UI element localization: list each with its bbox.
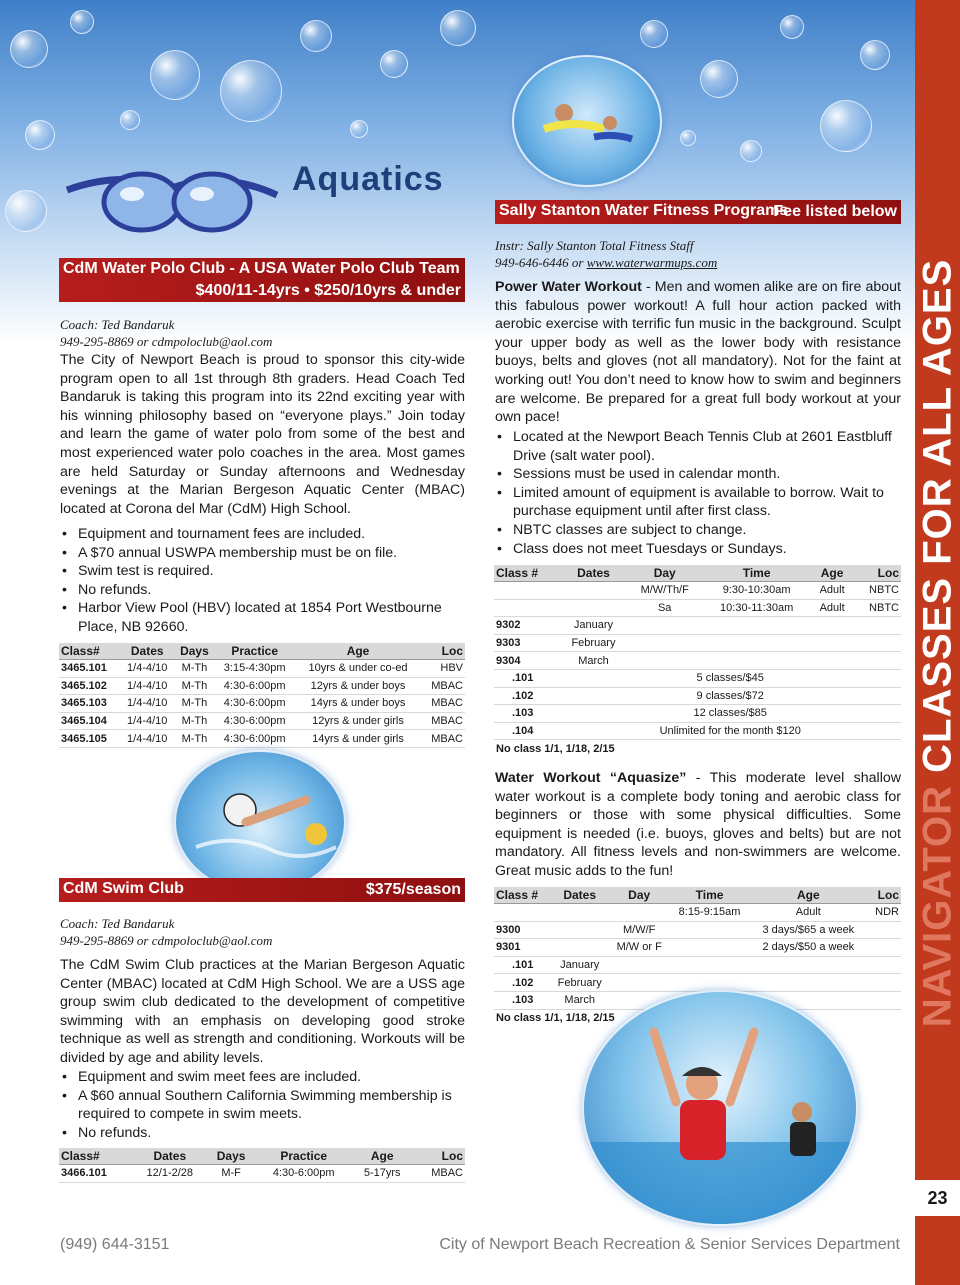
table-cell: .102 [494,687,559,705]
table-cell: MBAC [412,1165,465,1183]
table-row [494,740,901,757]
aquasize-column-header: Age [750,887,867,904]
table-cell: 4:30-6:00pm [214,712,295,730]
aquasize-column-header: Time [669,887,749,904]
table-cell [702,617,812,635]
water-fitness-photo [512,55,662,187]
swim-club-header-fee: $375/season [365,881,461,898]
power-water-workout-header-row [494,565,901,582]
swim-club-column-header: Practice [255,1148,352,1165]
table-cell: 9 classes/$72 [559,687,901,705]
table-cell [609,904,669,922]
table-cell [811,634,852,652]
table-cell: MBAC [421,712,465,730]
table-cell: February [559,634,627,652]
aquasize-column-header: Dates [550,887,609,904]
table-cell [550,921,609,939]
table-cell [811,652,852,670]
table-cell [702,634,812,652]
power-water-workout-column-header: Loc [853,565,901,582]
table-cell: 12 classes/$85 [559,705,901,723]
water-polo-coach: Coach: Ted Bandaruk [60,317,175,332]
table-cell: 3465.103 [59,695,120,713]
table-cell: March [550,991,609,1009]
table-row [494,599,901,617]
swim-club-coach-info [60,915,465,949]
aquasize-column-header: Loc [867,887,901,904]
table-row [59,712,465,730]
table-cell: 8:15-9:15am [669,904,749,922]
table-cell: 3465.104 [59,712,120,730]
table-cell: 3465.105 [59,730,120,748]
table-cell: Adult [750,904,867,922]
table-cell: MBAC [421,695,465,713]
table-row [59,1165,465,1183]
table-cell: 10yrs & under co-ed [295,660,421,678]
water-polo-coach-info [60,316,465,350]
swim-club-column-header: Days [207,1148,255,1165]
table-cell: NDR [867,904,901,922]
table-row [494,974,901,992]
table-cell: 12yrs & under girls [295,712,421,730]
aquasize-text: - This moderate level shallow water workout is a complete body toning and aerobic class for beginners or those with some physical difficulties. Some equipment is needed (i.e. buoys, gloves and belts) but are not mandatory. All fitness levels and non-swimmers are welcome. Great music adds to the fun! [495,770,901,879]
aquasize-title: Water Workout “Aquasize” [495,770,687,786]
power-water-workout-column-header: Dates [559,565,627,582]
swim-club-header [59,878,465,902]
table-row [494,956,901,974]
swim-club-header-title: CdM Swim Club [63,880,184,897]
table-cell: HBV [421,660,465,678]
water-polo-header-title: CdM Water Polo Club - A USA Water Polo Club Team [63,260,460,277]
table-cell: .103 [494,991,550,1009]
table-cell: 1/4-4/10 [120,660,174,678]
table-cell [494,904,550,922]
table-cell [867,991,901,1009]
table-cell: 9300 [494,921,550,939]
table-cell: Adult [811,582,852,600]
table-cell: January [559,617,627,635]
sally-stanton-phone: 949-646-6446 or [495,255,587,270]
power-water-workout-text: - Men and women alike are on fire about this fabulous power workout! A full hour action packed with aerobic exercise with terrific fun music in the background. Sculpt your upper body as well as the lower body with resistance buoys, belts and gloves (not all mandatory). Not for the faint at working out! You don’t need to know how to swim and beginners are welcome. Be prepared for a great full body workout at your own pace! [495,279,901,426]
table-cell: NBTC [853,582,901,600]
table-cell: 3465.101 [59,660,120,678]
water-polo-bullet-list [60,525,465,637]
table-cell: 14yrs & under boys [295,695,421,713]
navigator-label: NAVIGATOR [915,784,959,1027]
table-cell: March [559,652,627,670]
table-cell [609,956,669,974]
table-cell: Unlimited for the month $120 [559,722,901,740]
swim-club-header-row [59,1148,465,1165]
aquasize-photo [582,990,858,1226]
table-cell: 2 days/$50 a week [750,939,867,957]
table-cell [669,956,749,974]
water-polo-column-header: Days [174,643,214,660]
water-polo-bullet: • A $70 annual USWPA membership must be on file. [60,544,465,563]
water-polo-column-header: Dates [120,643,174,660]
table-cell: 9301 [494,939,550,957]
table-cell [669,974,749,992]
table-row [59,695,465,713]
power-water-workout-bullet-list [495,428,901,558]
table-row [494,669,901,687]
table-cell [750,956,867,974]
table-cell [853,652,901,670]
table-cell: February [550,974,609,992]
section-title: Aquatics [292,160,444,198]
table-cell: .103 [494,705,559,723]
table-cell [669,921,749,939]
table-cell: M-Th [174,730,214,748]
table-cell: 14yrs & under girls [295,730,421,748]
sally-stanton-header-fee: Fee listed below [773,203,897,220]
table-cell: .101 [494,669,559,687]
swim-club-bullet: • Equipment and swim meet fees are included. [60,1068,465,1087]
power-water-workout-description [495,278,901,427]
aquasize-description [495,769,901,881]
table-cell: 3:15-4:30pm [214,660,295,678]
power-water-workout-bullet: • Located at the Newport Beach Tennis Club at 2601 Eastbluff Drive (salt water pool). [495,428,901,465]
table-cell [811,617,852,635]
table-cell: 1/4-4/10 [120,730,174,748]
table-cell: January [550,956,609,974]
aquasize-column-header: Class # [494,887,550,904]
water-polo-schedule-table [59,643,465,748]
aquasize-header-row [494,887,901,904]
table-cell: .101 [494,956,550,974]
water-polo-header-row [59,643,465,660]
power-water-workout-bullet: • Limited amount of equipment is available to borrow. Wait to purchase equipment until after first class. [495,484,901,521]
table-row [494,705,901,723]
table-cell: 9303 [494,634,559,652]
table-cell [867,939,901,957]
water-polo-photo [174,750,346,894]
swim-club-schedule-table [59,1148,465,1183]
table-cell [628,617,702,635]
table-cell: 3 days/$65 a week [750,921,867,939]
water-polo-contact: 949-295-8869 or cdmpoloclub@aol.com [60,334,273,349]
table-cell: Sa [628,599,702,617]
table-row [494,687,901,705]
table-cell: 5 classes/$45 [559,669,901,687]
table-cell: 12yrs & under boys [295,677,421,695]
table-row [494,617,901,635]
no-class-note: No class 1/1, 1/18, 2/15 [496,742,615,755]
table-cell [550,939,609,957]
no-class-note: No class 1/1, 1/18, 2/15 [496,1011,615,1024]
table-cell: 3466.101 [59,1165,133,1183]
table-cell [609,974,669,992]
table-cell: Adult [811,599,852,617]
side-banner-text [915,258,960,1027]
water-polo-bullet: • Swim test is required. [60,562,465,581]
table-row [494,939,901,957]
table-cell [669,939,749,957]
power-water-workout-column-header: Class # [494,565,559,582]
table-cell [494,599,559,617]
classes-for-all-ages-label: CLASSES FOR ALL AGES [915,258,959,773]
power-water-workout-schedule-table [494,565,901,757]
table-row [494,904,901,922]
table-cell: NBTC [853,599,901,617]
table-cell: M-F [207,1165,255,1183]
table-cell: M/W/F [609,921,669,939]
table-cell [550,904,609,922]
table-cell [867,956,901,974]
table-cell: MBAC [421,730,465,748]
water-polo-description: The City of Newport Beach is proud to sponsor this city-wide program open to all 1st through 8th graders. Head Coach Ted Bandaruk is taking this program into its 22nd exciting year with his winning philosophy based on “everyone plays.” Join today and learn the game of water polo from some of the best and most experienced water polo coaches in the area. Most games are held Saturday or Sunday afternoons and Wednesday evenings at the Marian Bergeson Aquatic Center (MBAC) located at Corona del Mar (CdM) High School. [60,352,465,517]
swim-club-bullet: • A $60 annual Southern California Swimming membership is required to compete in swim meets. [60,1087,465,1124]
power-water-workout-bullet: • NBTC classes are subject to change. [495,521,901,540]
table-cell: 9304 [494,652,559,670]
table-cell [628,634,702,652]
swim-club-contact: 949-295-8869 or cdmpoloclub@aol.com [60,933,273,948]
power-water-workout-column-header: Time [702,565,812,582]
table-cell [559,599,627,617]
table-cell: 4:30-6:00pm [214,730,295,748]
table-cell: 4:30-6:00pm [255,1165,352,1183]
swim-club-bullet: • No refunds. [60,1124,465,1143]
swim-club-column-header: Dates [133,1148,207,1165]
power-water-workout-title: Power Water Workout [495,279,642,295]
power-water-workout-bullet: • Sessions must be used in calendar month. [495,465,901,484]
swim-club-bullet-list [60,1068,465,1142]
sally-stanton-contact [495,254,901,271]
swim-club-column-header: Age [352,1148,412,1165]
swim-club-description: The CdM Swim Club practices at the Marian Bergeson Aquatic Center (MBAC) located at CdM High School. We are a USS age group swim club dedicated to the development of competitive swimming with an emphasis on developing good stroke technique as well as strength and conditioning. Workouts will be divided by age and ability levels. [60,957,465,1066]
table-row [494,722,901,740]
page-number: 23 [915,1180,960,1216]
footer-phone: (949) 644-3151 [60,1236,170,1253]
sally-stanton-instructor-info [495,237,901,271]
goggles-illustration [62,150,282,245]
swim-club-column-header: Class# [59,1148,133,1165]
table-row [494,582,901,600]
table-row [59,677,465,695]
table-row [494,652,901,670]
sally-stanton-header-title: Sally Stanton Water Fitness Programs [499,202,789,219]
table-cell: 12/1-2/28 [133,1165,207,1183]
table-row [494,921,901,939]
table-cell: M-Th [174,660,214,678]
table-cell [853,634,901,652]
table-cell: M/W or F [609,939,669,957]
table-cell: 10:30-11:30am [702,599,812,617]
table-cell: M-Th [174,712,214,730]
table-cell: 9302 [494,617,559,635]
waterwarmups-link[interactable]: www.waterwarmups.com [586,255,718,270]
water-polo-column-header: Age [295,643,421,660]
water-polo-bullet: • Harbor View Pool (HBV) located at 1854 Port Westbourne Place, NB 92660. [60,599,465,636]
table-row [494,634,901,652]
sally-stanton-header [495,200,901,224]
sally-stanton-instructor: Instr: Sally Stanton Total Fitness Staff [495,238,694,253]
side-banner [915,0,960,1285]
table-cell [559,582,627,600]
table-cell [494,582,559,600]
power-water-workout-column-header: Day [628,565,702,582]
power-water-workout-column-header: Age [811,565,852,582]
table-row [59,730,465,748]
table-cell: 1/4-4/10 [120,712,174,730]
table-cell [750,974,867,992]
table-cell: 5-17yrs [352,1165,412,1183]
water-polo-header [59,258,465,302]
water-polo-bullet: • Equipment and tournament fees are included. [60,525,465,544]
table-cell: MBAC [421,677,465,695]
table-cell: 4:30-6:00pm [214,695,295,713]
table-cell: 1/4-4/10 [120,677,174,695]
table-cell [867,974,901,992]
table-cell [853,617,901,635]
table-row [59,660,465,678]
table-cell: 9:30-10:30am [702,582,812,600]
table-cell: .104 [494,722,559,740]
aquasize-column-header: Day [609,887,669,904]
footer-department: City of Newport Beach Recreation & Senior Services Department [439,1236,900,1253]
table-cell: M/W/Th/F [628,582,702,600]
power-water-workout-bullet: • Class does not meet Tuesdays or Sundays. [495,540,901,559]
water-polo-column-header: Practice [214,643,295,660]
table-cell [628,652,702,670]
swim-club-column-header: Loc [412,1148,465,1165]
water-polo-column-header: Class# [59,643,120,660]
table-cell [702,652,812,670]
water-polo-header-fee: $400/11-14yrs • $250/10yrs & under [195,282,461,299]
table-cell: 1/4-4/10 [120,695,174,713]
table-cell: .102 [494,974,550,992]
water-polo-bullet: • No refunds. [60,581,465,600]
table-cell: M-Th [174,695,214,713]
table-cell: M-Th [174,677,214,695]
table-cell: 4:30-6:00pm [214,677,295,695]
table-cell [867,921,901,939]
water-polo-column-header: Loc [421,643,465,660]
swim-club-coach: Coach: Ted Bandaruk [60,916,175,931]
table-cell: 3465.102 [59,677,120,695]
